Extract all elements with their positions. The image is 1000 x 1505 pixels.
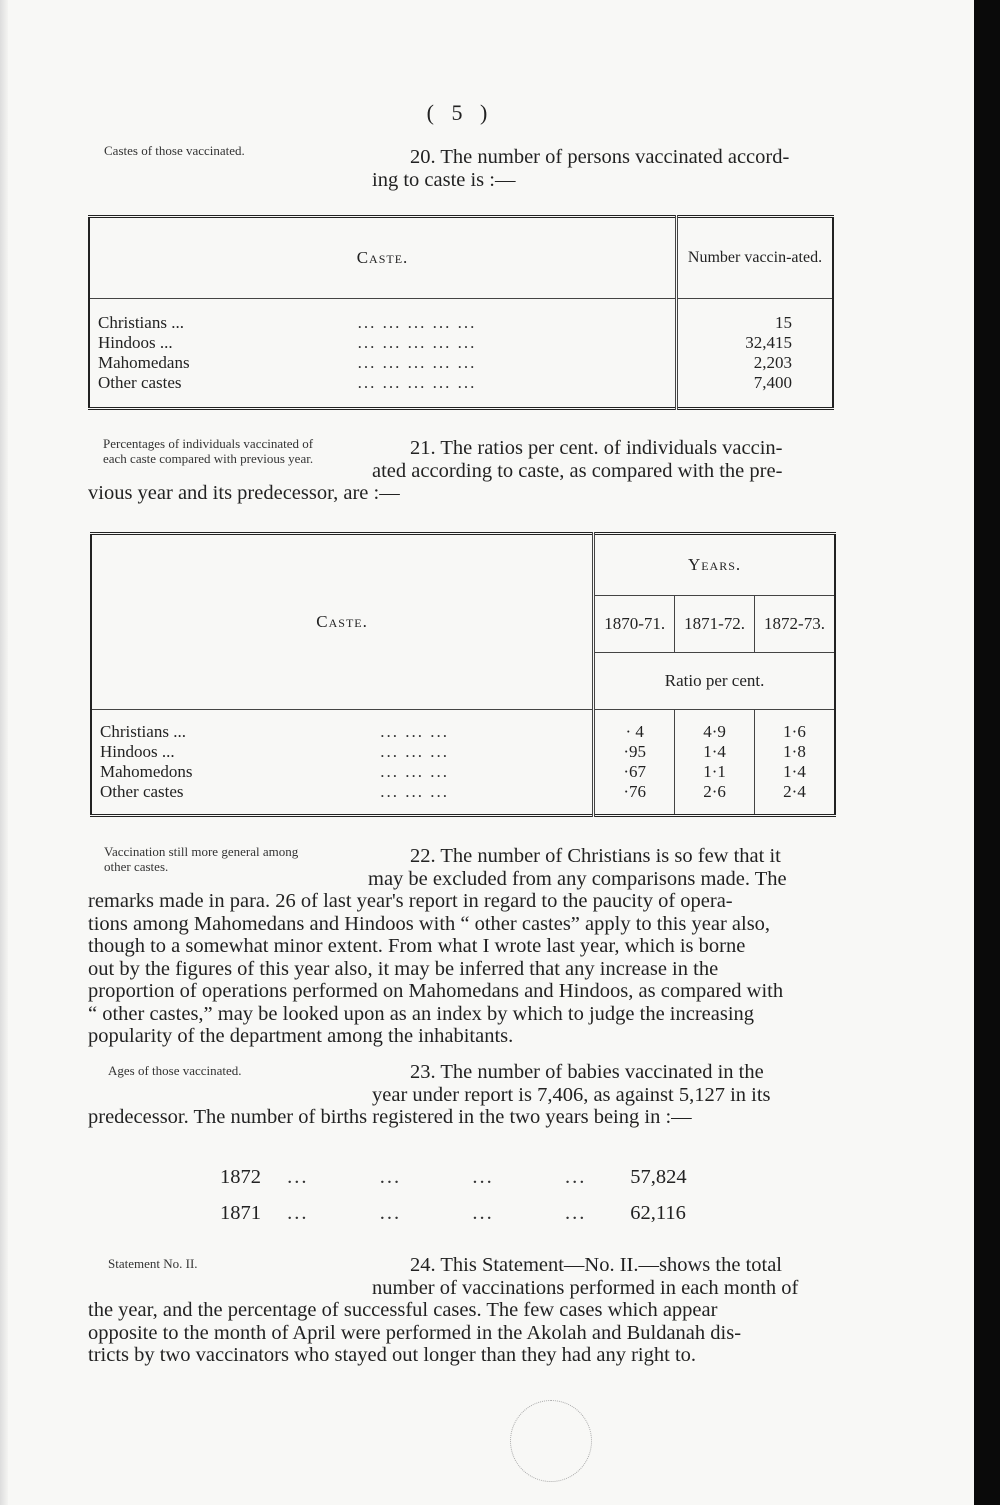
ratio-cell: · 4	[594, 722, 675, 742]
caste-ratio-table	[90, 532, 836, 817]
ratio-cell: ·67	[594, 762, 675, 782]
ratio-header: Ratio per cent.	[594, 653, 835, 710]
leader-dots: ... ... ...	[380, 762, 449, 781]
table-row	[91, 742, 835, 762]
side-note-line: Percentages of individuals vaccinated of	[103, 436, 314, 451]
paragraph-line: opposite to the month of April were performed in the Akolah and Buldanah dis-	[88, 1321, 742, 1344]
table-row	[89, 373, 833, 393]
births-value: 57,824	[630, 1166, 687, 1188]
caste-cell: Hindoos ...	[98, 333, 173, 352]
caste-header: Caste.	[91, 534, 594, 710]
year-header: 1870-71.	[594, 596, 675, 653]
value-cell: 32,415	[677, 333, 834, 353]
paragraph-line: “ other castes,” may be looked upon as an index by which to judge the increasing	[88, 1002, 755, 1025]
ratio-cell: 2·4	[755, 782, 836, 802]
caste-cell: Mahomedons	[100, 762, 193, 781]
births-year: 1871	[220, 1202, 261, 1224]
paragraph-line: ing to caste is :—	[372, 168, 516, 191]
births-year: 1872	[220, 1166, 261, 1188]
leader-dots: ... ... ... ...	[287, 1166, 587, 1188]
page-left-edge	[0, 0, 8, 1505]
library-stamp	[510, 1400, 592, 1482]
paragraph-line: number of vaccinations performed in each month of	[372, 1276, 799, 1299]
leader-dots: ... ... ...	[380, 722, 449, 741]
paragraph-20	[372, 146, 832, 191]
paragraph-line: 22. The number of Christians is so few that it	[410, 845, 781, 867]
paragraph-line: tions among Mahomedans and Hindoos with “ other castes” apply to this year also,	[88, 912, 771, 935]
ratio-cell: 1·4	[675, 742, 755, 762]
paragraph-22	[88, 845, 838, 1048]
years-header: Years.	[594, 534, 835, 596]
leader-dots: ... ... ...	[380, 782, 449, 801]
paragraph-line: the year, and the percentage of successful cases. The few cases which appear	[88, 1299, 718, 1321]
paragraph-line: 23. The number of babies vaccinated in the	[410, 1061, 764, 1083]
value-cell: 2,203	[677, 353, 834, 373]
births-row	[220, 1202, 686, 1225]
year-header: 1872-73.	[755, 596, 836, 653]
paragraph-line: out by the figures of this year also, it may be inferred that any increase in the	[88, 957, 719, 980]
table-row	[89, 313, 833, 333]
paragraph-23	[88, 1061, 838, 1129]
side-note-castes	[104, 143, 245, 158]
side-note-line: each caste compared with previous year.	[103, 451, 314, 466]
leader-dots: ... ... ... ... ...	[357, 333, 477, 352]
leader-dots: ... ... ...	[380, 742, 449, 761]
scan-border	[974, 0, 1000, 1505]
caste-cell: Hindoos ...	[100, 742, 175, 761]
ratio-cell: 1·4	[755, 762, 836, 782]
ratio-cell: 4·9	[675, 722, 755, 742]
leader-dots: ... ... ... ... ...	[357, 313, 477, 332]
paragraph-line: tricts by two vaccinators who stayed out longer than they had any right to.	[88, 1344, 697, 1366]
paragraph-line: ated according to caste, as compared with the pre-	[372, 459, 783, 482]
leader-dots: ... ... ... ...	[287, 1202, 587, 1224]
page-number: ( 5 )	[426, 100, 494, 125]
caste-cell: Other castes	[100, 782, 184, 801]
side-note-line: other castes.	[104, 859, 169, 874]
births-row	[220, 1166, 687, 1189]
caste-cell: Mahomedans	[98, 353, 190, 372]
ratio-cell: 2·6	[675, 782, 755, 802]
number-vaccinated-header: Number vaccin-ated.	[677, 217, 834, 299]
ratio-cell: ·95	[594, 742, 675, 762]
paragraph-line: may be excluded from any comparisons made. The	[368, 867, 787, 890]
paragraph-line: though to a somewhat minor extent. From what I wrote last year, which is borne	[88, 935, 746, 957]
side-note-line: Vaccination still more general among	[104, 844, 299, 859]
table-row	[91, 762, 835, 782]
paragraph-line: proportion of operations performed on Mahomedans and Hindoos, as compared with	[88, 980, 784, 1002]
ratio-cell: 1·6	[755, 722, 836, 742]
side-note-line: Ages of those vaccinated.	[108, 1063, 242, 1078]
paragraph-line: 24. This Statement—No. II.—shows the total	[410, 1254, 783, 1276]
paragraph-line: vious year and its predecessor, are :—	[88, 482, 400, 504]
caste-cell: Christians ...	[98, 313, 184, 332]
value-cell: 15	[677, 313, 834, 333]
table-row	[89, 353, 833, 373]
paragraph-line: year under report is 7,406, as against 5,127 in its	[372, 1083, 771, 1106]
paragraph-21	[88, 437, 836, 505]
leader-dots: ... ... ... ... ...	[357, 353, 477, 372]
paragraph-line: remarks made in para. 26 of last year's report in regard to the paucity of opera-	[88, 890, 733, 912]
ratio-cell: ·76	[594, 782, 675, 802]
paragraph-line: 20. The number of persons vaccinated accord-	[410, 146, 790, 168]
caste-cell: Christians ...	[100, 722, 186, 741]
ratio-cell: 1·1	[675, 762, 755, 782]
paragraph-24	[88, 1254, 840, 1367]
side-note-line: Statement No. II.	[108, 1256, 198, 1271]
value-cell: 7,400	[677, 373, 834, 393]
side-note-line: Castes of those vaccinated.	[104, 143, 245, 158]
table-row	[89, 333, 833, 353]
paragraph-line: predecessor. The number of births registered in the two years being in :—	[88, 1106, 692, 1128]
year-header: 1871-72.	[675, 596, 755, 653]
births-value: 62,116	[630, 1202, 686, 1224]
paragraph-line: 21. The ratios per cent. of individuals vaccin-	[410, 437, 783, 459]
table-row	[91, 722, 835, 742]
table-row	[91, 782, 835, 802]
caste-header: Caste.	[89, 217, 677, 299]
paragraph-line: popularity of the department among the inhabitants.	[88, 1025, 514, 1047]
caste-cell: Other castes	[98, 373, 182, 392]
leader-dots: ... ... ... ... ...	[357, 373, 477, 392]
caste-vaccinated-table	[88, 215, 834, 410]
ratio-cell: 1·8	[755, 742, 836, 762]
